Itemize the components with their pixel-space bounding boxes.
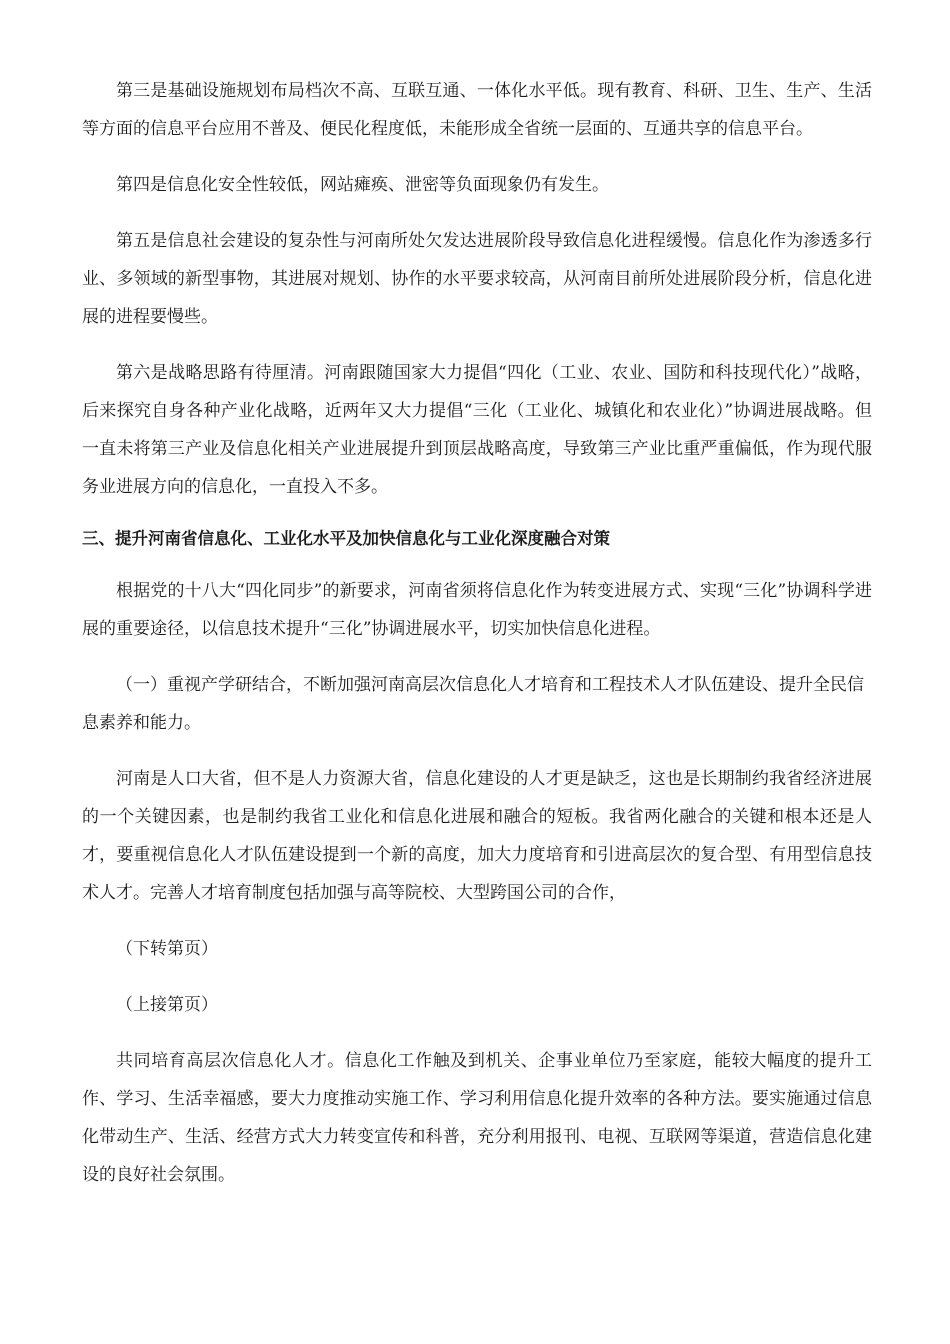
document-page — [82, 72, 872, 1194]
paragraph-training: 共同培育高层次信息化人才。信息化工作触及到机关、企事业单位乃至家庭，能较大幅度的提升工作、学习、生活幸福感，要大力度推动实施工作、学习利用信息化提升效率的各种方法。要实施通过信息化带动生产、生活、经营方式大力转变宣传和科普，充分利用报刊、电视、互联网等渠道，营造信息化建设的良好社会氛围。 — [82, 1051, 872, 1185]
paragraph-four-modernizations: 根据党的十八大“四化同步”的新要求，河南省须将信息化作为转变进展方式、实现“三化”协调科学进展的重要途径，以信息技术提升“三化”协调进展水平，切实加快信息化进程。 — [82, 581, 872, 639]
paragraph-infrastructure: 第三是基础设施规划布局档次不高、互联互通、一体化水平低。现有教育、科研、卫生、生产、生活等方面的信息平台应用不普及、便民化程度低，未能形成全省统一层面的、互通共享的信息平台。 — [82, 81, 872, 139]
section-heading: 三、提升河南省信息化、工业化水平及加快信息化与工业化深度融合对策 — [82, 529, 610, 548]
paragraph-security: 第四是信息化安全性较低，网站瘫痪、泄密等负面现象仍有发生。 — [116, 175, 609, 195]
continued-from-note: （上接第页） — [116, 995, 218, 1015]
subsection-heading: （一）重视产学研结合，不断加强河南高层次信息化人才培育和工程技术人才队伍建设、提升全民信息素养和能力。 — [82, 675, 864, 733]
continued-note: （下转第页） — [116, 939, 218, 959]
paragraph-talent: 河南是人口大省，但不是人力资源大省，信息化建设的人才更是缺乏，这也是长期制约我省经济进展的一个关键因素，也是制约我省工业化和信息化进展和融合的短板。我省两化融合的关键和根本还是人才，要重视信息化人才队伍建设提到一个新的高度，加大力度培育和引进高层次的复合型、有用型信息技术人才。完善人才培育制度包括加强与高等院校、大型跨国公司的合作， — [82, 769, 872, 903]
paragraph-complexity: 第五是信息社会建设的复杂性与河南所处欠发达进展阶段导致信息化进程缓慢。信息化作为渗透多行业、多领域的新型事物，其进展对规划、协作的水平要求较高，从河南目前所处进展阶段分析，信息化进展的进程要慢些。 — [82, 231, 872, 327]
paragraph-strategy: 第六是战略思路有待厘清。河南跟随国家大力提倡“四化（工业、农业、国防和科技现代化）”战略，后来探究自身各种产业化战略，近两年又大力提倡“三化（工业化、城镇化和农业化）”协调进展战略。但一直未将第三产业及信息化相关产业进展提升到顶层战略高度，导致第三产业比重严重偏低，作为现代服务业进展方向的信息化，一直投入不多。 — [82, 363, 872, 497]
